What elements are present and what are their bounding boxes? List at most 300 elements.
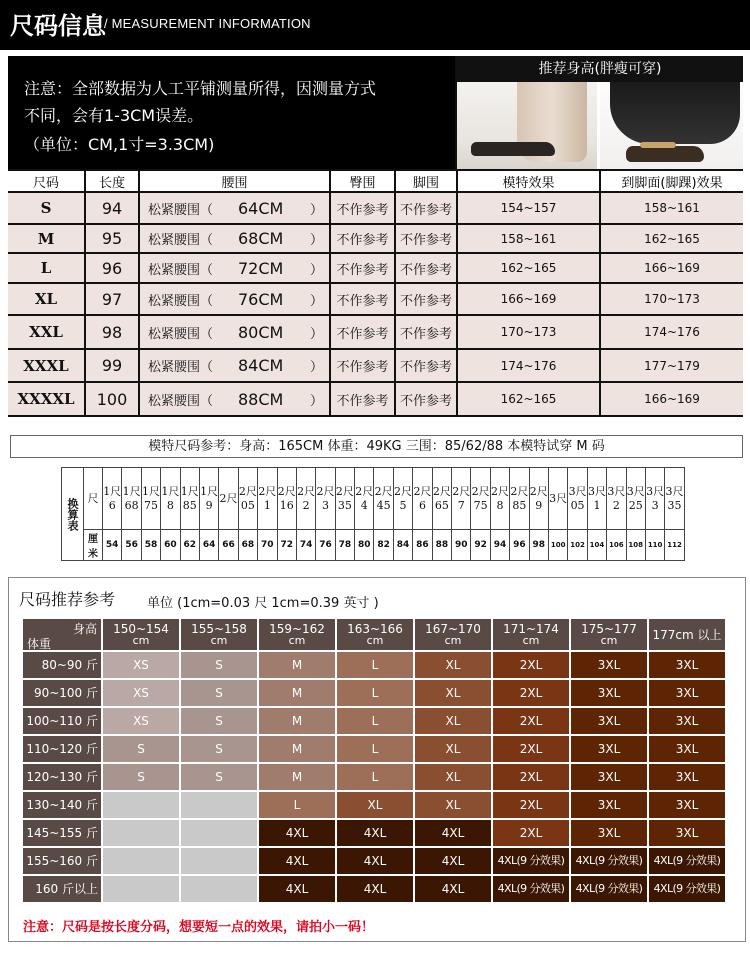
height-unit: cm [132,633,150,647]
measurement-note [8,56,455,169]
measure-cell-hip: 不作参考 [331,225,394,252]
size-cell-text: 3XL [597,826,621,840]
measure-header-hip: 臀围 [331,171,394,191]
size-cell-text: 3XL [597,658,621,672]
size-cell [103,680,179,706]
measure-cell-model: 166~169 [458,284,599,314]
waist-suffix: ） [309,393,323,409]
size-cell-text: L [371,686,379,700]
size-cell-text: XL [445,686,461,700]
recommend-height-title: 推荐身高(胖瘦可穿) [457,56,743,82]
size-cell [493,680,569,706]
measure-cell-size: XXXL [8,350,84,381]
measure-cell-hem: 不作参考 [396,316,456,348]
conversion-chi-cell: 1尺8 [161,468,180,530]
waist-suffix: ） [309,360,323,375]
conversion-chi-cell: 3尺05 [568,468,587,530]
size-cell [649,764,725,790]
measure-cell-ankle: 174~176 [601,316,743,348]
conversion-cm-cell: 54 [103,530,122,561]
size-cell-text: M [291,742,303,756]
size-cell-text: 2XL [519,798,543,812]
measure-header-ankle: 到脚面(脚踝)效果 [601,171,743,191]
size-cell [181,764,257,790]
size-cell-text: 2XL [519,686,543,700]
conversion-chi-cell: 1尺85 [180,468,199,530]
measure-cell-model: 162~165 [458,254,599,282]
weight-label: 90~100 斤 [23,680,101,706]
conversion-chi-cell: 3尺3 [645,468,664,530]
corner-weight-label: 体重 [27,636,52,651]
waist-value: 88CM [238,389,284,409]
conversion-cm-cell: 58 [141,530,160,561]
size-cell [571,708,647,734]
size-cell [103,652,179,678]
size-cell [259,708,335,734]
conversion-cm-cell: 104 [587,530,606,561]
size-cell [103,792,179,818]
conversion-chi-cell: 1尺68 [122,468,141,530]
conversion-chi-cell: 2尺4 [355,468,374,530]
measure-row [8,193,743,223]
height-range: 150~154 [113,621,169,636]
conversion-cm-cell: 72 [277,530,296,561]
size-cell [415,736,491,762]
size-cell-text: 4XL [285,854,309,868]
waist-suffix: ） [309,262,323,278]
measure-cell-hip: 不作参考 [331,383,394,415]
size-cell-text: L [371,714,379,728]
measure-cell-length: 96 [86,254,138,282]
size-cell [571,820,647,846]
conversion-chi-cell: 1尺6 [103,468,122,530]
height-range: 167~170 [425,621,481,636]
waist-prefix: 松紧腰围（ [148,233,214,248]
size-cell-text: 4XL [441,882,465,896]
size-cell-text: XL [445,658,461,672]
weight-label: 155~160 斤 [23,848,101,874]
size-cell-text: XS [133,658,149,672]
height-header-4 [415,619,491,650]
height-header-3 [337,619,413,650]
size-cell-text: 4XL(9 分效果) [497,882,565,895]
conversion-chi-cell: 2尺7 [452,468,471,530]
model-photo-right [600,82,743,169]
measure-cell-hem: 不作参考 [396,193,456,223]
size-cell-text: 4XL(9 分效果) [497,854,565,867]
conversion-cm-cell: 78 [335,530,354,561]
size-cell-text: S [215,770,223,784]
measure-header-row [8,171,743,191]
measure-cell-size: XL [8,284,84,314]
waist-value: 68CM [238,229,284,248]
measure-cell-hip: 不作参考 [331,193,394,223]
size-cell [103,848,179,874]
measure-row [8,350,743,381]
measure-cell-hem: 不作参考 [396,225,456,252]
measure-cell-waist [140,350,329,381]
size-cell-text: 2XL [519,658,543,672]
size-cell [649,792,725,818]
measure-cell-hip: 不作参考 [331,350,394,381]
measure-cell-ankle: 158~161 [601,193,743,223]
measure-cell-hem: 不作参考 [396,383,456,415]
conversion-chi-cell: 3尺2 [607,468,626,530]
conversion-cm-cell: 108 [626,530,645,561]
size-cell-text: 4XL(9 分效果) [653,882,721,895]
size-cell-text: 2XL [519,714,543,728]
size-cell [181,652,257,678]
size-cell-text: M [291,686,303,700]
measure-cell-size: M [8,225,84,252]
waist-suffix: ） [309,233,323,248]
conversion-chi-cell: 3尺35 [665,468,684,530]
size-cell-text: 4XL [441,826,465,840]
measure-cell-hip: 不作参考 [331,316,394,348]
corner-height-label: 身高 [72,621,97,636]
conversion-cm-cell: 90 [452,530,471,561]
size-cell [103,764,179,790]
page-header [0,0,750,50]
size-cell-text: 3XL [675,658,699,672]
measure-cell-ankle: 162~165 [601,225,743,252]
size-cell [571,736,647,762]
waist-value: 76CM [238,289,284,309]
weight-label: 145~155 斤 [23,820,101,846]
conversion-cm-cell: 68 [238,530,257,561]
height-header-5 [493,619,569,650]
size-cell-text: 4XL [363,882,387,896]
measure-cell-length: 98 [86,316,138,348]
size-cell-text: 2XL [519,742,543,756]
size-cell [649,820,725,846]
conversion-table [61,467,685,561]
measure-cell-model: 174~176 [458,350,599,381]
page-subtitle: / MEASUREMENT INFORMATION [104,16,311,31]
waist-prefix: 松紧腰围（ [148,360,214,375]
height-range: 177cm 以上 [652,627,722,642]
conversion-chi-cell: 2尺2 [296,468,315,530]
size-cell [337,792,413,818]
measure-cell-hem: 不作参考 [396,284,456,314]
weight-label: 110~120 斤 [23,736,101,762]
size-cell-text: 3XL [675,770,699,784]
size-cell [571,848,647,874]
conversion-chi-cell: 1尺9 [199,468,218,530]
size-cell-text: 3XL [597,742,621,756]
measure-cell-size: L [8,254,84,282]
conversion-chi-cell: 2尺 [219,468,238,530]
size-cell [649,708,725,734]
size-cell [259,848,335,874]
waist-suffix: ） [309,202,323,218]
measure-cell-hip: 不作参考 [331,254,394,282]
size-cell-text: 2XL [519,770,543,784]
height-unit: cm [288,633,306,647]
size-cell-text: M [291,714,303,728]
size-cell-text: XL [367,798,383,812]
size-cell [337,848,413,874]
conversion-cm-cell: 84 [393,530,412,561]
measure-cell-length: 94 [86,193,138,223]
size-cell-text: M [291,770,303,784]
measurement-section [8,56,743,417]
size-cell [181,708,257,734]
size-cell-text: 4XL [441,854,465,868]
size-warning: 注意：尺码是按长度分码，想要短一点的效果，请拍小一码！ [23,920,375,935]
weight-label: 80~90 斤 [23,652,101,678]
size-cell [181,820,257,846]
size-cell-text: 4XL(9 分效果) [653,854,721,867]
conversion-cm-cell: 56 [122,530,141,561]
weight-label: 120~130 斤 [23,764,101,790]
size-cell-text: S [215,714,223,728]
size-cell-text: S [137,770,145,784]
size-cell [259,876,335,902]
measure-header-model: 模特效果 [458,171,599,191]
conversion-chi-cell: 2尺9 [529,468,548,530]
conversion-cm-cell: 74 [296,530,315,561]
height-header-2 [259,619,335,650]
height-range: 163~166 [347,621,403,636]
waist-value: 80CM [238,322,284,342]
size-cell-text: 3XL [597,686,621,700]
measure-cell-ankle: 170~173 [601,284,743,314]
measure-cell-waist [140,193,329,223]
waist-suffix: ） [309,326,323,342]
conversion-cm-cell: 92 [471,530,490,561]
height-unit: cm [600,633,618,647]
size-cell [181,680,257,706]
note-line-3: （单位：CM,1寸=3.3CM) [24,135,215,154]
waist-prefix: 松紧腰围（ [148,202,214,218]
measure-cell-hem: 不作参考 [396,254,456,282]
measure-cell-size: XXL [8,316,84,348]
size-cell [493,708,569,734]
size-cell [181,736,257,762]
size-cell [493,848,569,874]
measure-cell-length: 99 [86,350,138,381]
conversion-chi-cell: 3尺25 [626,468,645,530]
note-line-2: 不同，会有1-3CM误差。 [24,106,204,125]
waist-suffix: ） [309,293,323,309]
conversion-cm-cell: 86 [413,530,432,561]
size-cell-text: 4XL [285,826,309,840]
conversion-chi-cell: 2尺45 [374,468,393,530]
measure-cell-waist [140,254,329,282]
conversion-chi-cell: 2尺5 [393,468,412,530]
size-cell [103,876,179,902]
size-cell [337,680,413,706]
size-cell [649,876,725,902]
measure-row [8,225,743,252]
measure-cell-ankle: 177~179 [601,350,743,381]
conversion-cm-cell: 98 [529,530,548,561]
height-unit: cm [210,633,228,647]
size-cell-text: M [291,658,303,672]
conversion-chi-cell: 1尺75 [141,468,160,530]
measure-header-size: 尺码 [8,171,84,191]
size-cell [493,736,569,762]
size-cell [571,876,647,902]
conversion-label: 换算表 [62,468,84,561]
measure-cell-model: 158~161 [458,225,599,252]
size-cell-text: S [215,686,223,700]
conversion-cm-cell: 112 [665,530,684,561]
size-cell [415,792,491,818]
height-unit: cm [366,633,384,647]
size-cell [337,708,413,734]
size-cell [415,848,491,874]
size-cell [103,736,179,762]
measure-cell-size: S [8,193,84,223]
conversion-cm-cell: 96 [510,530,529,561]
size-cell [493,652,569,678]
size-cell-text: 4XL [363,826,387,840]
measure-cell-ankle: 166~169 [601,383,743,415]
size-cell [493,792,569,818]
size-cell [181,848,257,874]
size-cell [415,708,491,734]
size-cell [337,876,413,902]
waist-prefix: 松紧腰围（ [148,293,214,309]
size-rec-unit: 单位 (1cm=0.03 尺 1cm=0.39 英寸 ) [147,596,379,611]
size-cell-text: L [371,770,379,784]
measure-cell-length: 100 [86,383,138,415]
conversion-chi-unit: 尺 [84,468,103,530]
recommend-height-panel [457,56,743,169]
size-cell [571,652,647,678]
conversion-cm-cell: 82 [374,530,393,561]
note-line-1: 注意：全部数据为人工平铺测量所得，因测量方式 [24,79,377,98]
conversion-cm-cell: 64 [199,530,218,561]
measure-row [8,254,743,282]
size-cell-text: XS [133,714,149,728]
height-header-1 [181,619,257,650]
measure-row [8,316,743,348]
height-range: 155~158 [191,621,247,636]
height-unit: cm [444,633,462,647]
weight-label: 130~140 斤 [23,792,101,818]
measure-cell-waist [140,316,329,348]
conversion-chi-cell: 2尺65 [432,468,451,530]
conversion-chi-cell: 2尺8 [490,468,509,530]
size-cell [649,652,725,678]
size-cell-text: 4XL(9 分效果) [575,854,643,867]
measure-cell-waist [140,284,329,314]
conversion-chi-cell: 2尺6 [413,468,432,530]
conversion-cm-unit: 厘米 [84,530,103,561]
size-cell-text: XL [445,742,461,756]
conversion-chi-cell: 2尺35 [335,468,354,530]
size-cell-text: XS [133,686,149,700]
size-cell [103,708,179,734]
size-cell-text: S [137,742,145,756]
size-cell-text: 3XL [675,826,699,840]
measure-cell-length: 95 [86,225,138,252]
size-rec-corner [23,619,101,650]
conversion-chi-cell: 3尺1 [587,468,606,530]
size-cell-text: 4XL(9 分效果) [575,882,643,895]
size-rec-title: 尺码推荐参考 [19,590,116,609]
measure-cell-waist [140,383,329,415]
size-cell [493,876,569,902]
waist-value: 64CM [238,198,284,218]
size-cell [259,652,335,678]
size-cell-text: 3XL [675,798,699,812]
conversion-cm-cell: 76 [316,530,335,561]
conversion-cm-cell: 66 [219,530,238,561]
size-cell [649,680,725,706]
conversion-chi-cell: 2尺1 [258,468,277,530]
waist-value: 84CM [238,356,284,375]
conversion-cm-cell: 102 [568,530,587,561]
size-cell [337,820,413,846]
height-unit: cm [522,633,540,647]
conversion-chi-cell: 3尺 [548,468,567,530]
size-cell-text: XL [445,714,461,728]
size-cell [181,792,257,818]
size-cell [415,680,491,706]
measure-cell-hip: 不作参考 [331,284,394,314]
size-cell-text: 3XL [597,770,621,784]
size-cell-text: 4XL [363,854,387,868]
size-cell-text: S [215,742,223,756]
measure-cell-length: 97 [86,284,138,314]
conversion-chi-cell: 2尺05 [238,468,257,530]
size-cell [649,736,725,762]
waist-value: 72CM [238,258,284,278]
measure-cell-hem: 不作参考 [396,350,456,381]
measure-cell-waist [140,225,329,252]
size-cell [337,736,413,762]
conversion-cm-cell: 100 [548,530,567,561]
size-cell [259,736,335,762]
size-cell-text: L [371,742,379,756]
height-header-7 [649,619,725,650]
model-photo-left [457,82,597,169]
size-cell [649,848,725,874]
size-cell [337,764,413,790]
size-cell [259,792,335,818]
measure-header-hem: 脚围 [396,171,456,191]
conversion-cm-cell: 106 [607,530,626,561]
measure-cell-ankle: 166~169 [601,254,743,282]
waist-prefix: 松紧腰围（ [148,393,214,409]
size-cell-text: 3XL [675,742,699,756]
height-header-0 [103,619,179,650]
conversion-chi-cell: 2尺3 [316,468,335,530]
size-cell-text: XL [445,770,461,784]
size-cell-text: 3XL [597,798,621,812]
size-cell [571,764,647,790]
measure-cell-model: 170~173 [458,316,599,348]
size-cell-text: 3XL [675,686,699,700]
conversion-chi-cell: 2尺75 [471,468,490,530]
measure-header-length: 长度 [86,171,138,191]
size-cell [493,820,569,846]
size-cell-text: L [371,658,379,672]
conversion-cm-cell: 62 [180,530,199,561]
size-cell [337,652,413,678]
measure-cell-size: XXXXL [8,383,84,415]
conversion-cm-cell: 110 [645,530,664,561]
size-cell [415,820,491,846]
size-cell [103,820,179,846]
size-cell [259,820,335,846]
size-cell-text: 4XL [285,882,309,896]
size-cell-text: L [293,798,301,812]
